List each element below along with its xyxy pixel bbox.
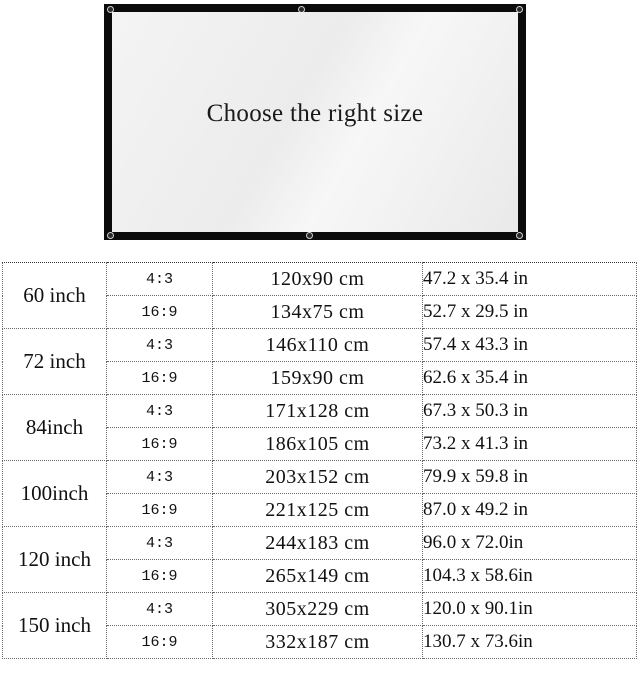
- size-cm-cell: 332x187 cm: [213, 626, 423, 659]
- aspect-ratio-cell: 4:3: [107, 527, 213, 560]
- size-cm-cell: 159x90 cm: [213, 362, 423, 395]
- size-in-cell: 104.3 x 58.6in: [423, 560, 637, 593]
- screen-size-cell: 72 inch: [3, 329, 107, 395]
- table-row: [3, 263, 637, 296]
- size-in-cell: 52.7 x 29.5 in: [423, 296, 637, 329]
- size-in-cell: 73.2 x 41.3 in: [423, 428, 637, 461]
- table-row: [3, 527, 637, 560]
- screen-size-cell: 150 inch: [3, 593, 107, 659]
- aspect-ratio-cell: 4:3: [107, 329, 213, 362]
- size-cm-cell: 265x149 cm: [213, 560, 423, 593]
- grommet-icon: [306, 232, 313, 239]
- size-cm-cell: 244x183 cm: [213, 527, 423, 560]
- aspect-ratio-cell: 16:9: [107, 362, 213, 395]
- size-in-cell: 79.9 x 59.8 in: [423, 461, 637, 494]
- size-cm-cell: 171x128 cm: [213, 395, 423, 428]
- aspect-ratio-cell: 16:9: [107, 560, 213, 593]
- size-in-cell: 87.0 x 49.2 in: [423, 494, 637, 527]
- screen-size-cell: 120 inch: [3, 527, 107, 593]
- aspect-ratio-cell: 4:3: [107, 461, 213, 494]
- aspect-ratio-cell: 16:9: [107, 494, 213, 527]
- grommet-icon: [107, 232, 114, 239]
- size-cm-cell: 120x90 cm: [213, 263, 423, 296]
- size-in-cell: 130.7 x 73.6in: [423, 626, 637, 659]
- size-in-cell: 62.6 x 35.4 in: [423, 362, 637, 395]
- screen-surface: [112, 12, 518, 232]
- size-cm-cell: 305x229 cm: [213, 593, 423, 626]
- size-cm-cell: 146x110 cm: [213, 329, 423, 362]
- aspect-ratio-cell: 16:9: [107, 296, 213, 329]
- aspect-ratio-cell: 16:9: [107, 428, 213, 461]
- screen-caption: Choose the right size: [206, 100, 424, 127]
- table-row: [3, 395, 637, 428]
- aspect-ratio-cell: 4:3: [107, 395, 213, 428]
- aspect-ratio-cell: 4:3: [107, 593, 213, 626]
- size-cm-cell: 134x75 cm: [213, 296, 423, 329]
- screen-size-cell: 100inch: [3, 461, 107, 527]
- table-row: [3, 593, 637, 626]
- size-cm-cell: 203x152 cm: [213, 461, 423, 494]
- aspect-ratio-cell: 4:3: [107, 263, 213, 296]
- screen-size-cell: 60 inch: [3, 263, 107, 329]
- projector-screen-image: [104, 4, 526, 240]
- aspect-ratio-cell: 16:9: [107, 626, 213, 659]
- grommet-icon: [516, 232, 523, 239]
- size-table: [2, 262, 637, 659]
- table-row: [3, 461, 637, 494]
- screen-size-cell: 84inch: [3, 395, 107, 461]
- size-in-cell: 120.0 x 90.1in: [423, 593, 637, 626]
- size-in-cell: 47.2 x 35.4 in: [423, 263, 637, 296]
- table-row: [3, 329, 637, 362]
- size-cm-cell: 221x125 cm: [213, 494, 423, 527]
- size-in-cell: 57.4 x 43.3 in: [423, 329, 637, 362]
- size-in-cell: 96.0 x 72.0in: [423, 527, 637, 560]
- size-cm-cell: 186x105 cm: [213, 428, 423, 461]
- size-in-cell: 67.3 x 50.3 in: [423, 395, 637, 428]
